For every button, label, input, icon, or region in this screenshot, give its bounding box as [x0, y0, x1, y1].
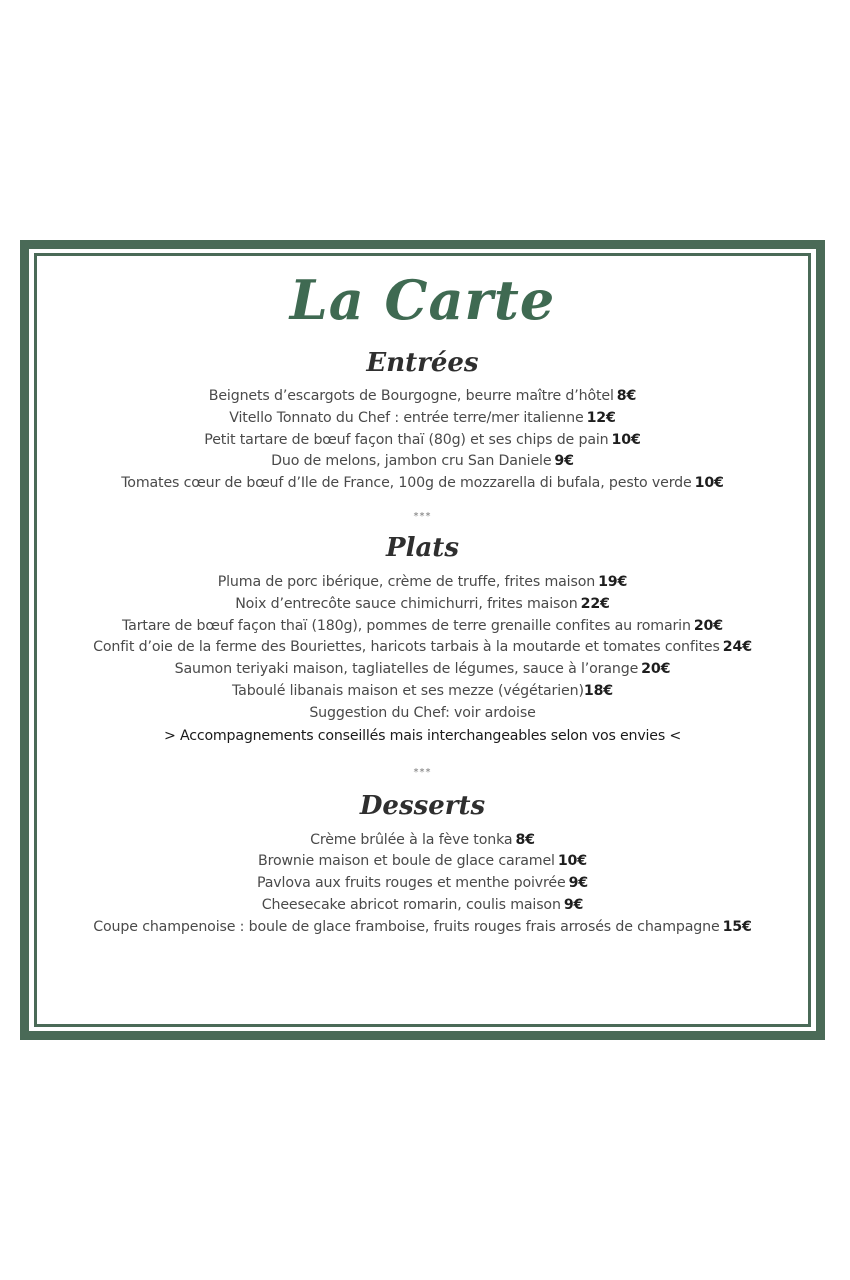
item-name: Cheesecake abricot romarin, coulis maison: [261, 896, 561, 913]
item-name: Coupe champenoise : boule de glace framboise, fruits rouges frais arrosés de champagne: [93, 918, 720, 935]
entrees-list: [37, 386, 808, 495]
item-name: Duo de melons, jambon cru San Daniele: [271, 453, 552, 470]
item-price: 9€: [563, 896, 584, 913]
accompaniment-note: > Accompagnements conseillés mais interchangeables selon vos envies <: [163, 727, 682, 744]
plats-list: [37, 572, 808, 747]
list-item: [37, 616, 808, 638]
list-item: [37, 851, 808, 873]
list-item: [37, 917, 808, 939]
item-name: Saumon teriyaki maison, tagliatelles de légumes, sauce à l’orange: [174, 661, 639, 678]
section-heading-desserts: Desserts: [359, 790, 486, 821]
item-price: 20€: [693, 617, 723, 634]
item-price: 19€: [598, 573, 628, 590]
item-price: 10€: [557, 853, 587, 870]
item-name: Taboulé libanais maison et ses mezze (végétarien): [231, 682, 584, 699]
menu-content: [37, 256, 808, 939]
menu-title: La Carte: [289, 268, 556, 332]
item-price: 24€: [722, 639, 752, 656]
list-item: [37, 473, 808, 495]
item-name: Pluma de porc ibérique, crème de truffe, frites maison: [217, 573, 596, 590]
item-price: 22€: [580, 595, 610, 612]
list-item: [37, 830, 808, 852]
item-price: 15€: [722, 918, 752, 935]
item-price: 12€: [586, 409, 616, 426]
item-name: Noix d’entrecôte sauce chimichurri, frites maison: [235, 595, 578, 612]
list-item: [37, 594, 808, 616]
item-name: Crème brûlée à la fève tonka: [310, 831, 513, 848]
list-item: [37, 386, 808, 408]
section-heading-entrees: Entrées: [366, 348, 479, 378]
item-price: 8€: [616, 388, 637, 404]
item-name: Confit d’oie de la ferme des Bouriettes, haricots tarbais à la moutarde et tomates confites: [93, 639, 720, 656]
section-separator: ***: [413, 510, 432, 522]
list-item: [37, 408, 808, 430]
item-name: Brownie maison et boule de glace caramel: [257, 853, 555, 870]
item-price: 20€: [641, 661, 671, 678]
list-item: [37, 451, 808, 473]
item-name: Vitello Tonnato du Chef : entrée terre/mer italienne: [229, 409, 584, 426]
item-price: 9€: [554, 453, 574, 470]
item-name: Petit tartare de bœuf façon thaï (80g) et ses chips de pain: [204, 431, 609, 448]
item-price: 18€: [583, 682, 614, 699]
section-separator: ***: [413, 766, 432, 778]
item-name: Tomates cœur de bœuf d’Ile de France, 100g de mozzarella di bufala, pesto verde: [121, 475, 692, 492]
list-item: [37, 873, 808, 895]
list-item: [37, 659, 808, 681]
list-item: [37, 681, 808, 703]
item-name: Pavlova aux fruits rouges et menthe poivrée: [256, 875, 566, 892]
list-item: [37, 895, 808, 917]
item-price: 9€: [568, 875, 589, 892]
item-name: Tartare de bœuf façon thaï (180g), pommes de terre grenaille confites au romarin: [122, 617, 691, 634]
list-item: [37, 637, 808, 659]
chef-suggestion: Suggestion du Chef: voir ardoise: [309, 704, 536, 721]
desserts-list: [37, 830, 808, 939]
list-item: [37, 430, 808, 452]
section-heading-plats: Plats: [386, 532, 459, 563]
item-name: Beignets d’escargots de Bourgogne, beurre maître d’hôtel: [208, 388, 614, 404]
list-item: [37, 572, 808, 594]
item-price: 10€: [611, 431, 641, 448]
item-price: 8€: [515, 831, 535, 848]
item-price: 10€: [694, 475, 724, 492]
